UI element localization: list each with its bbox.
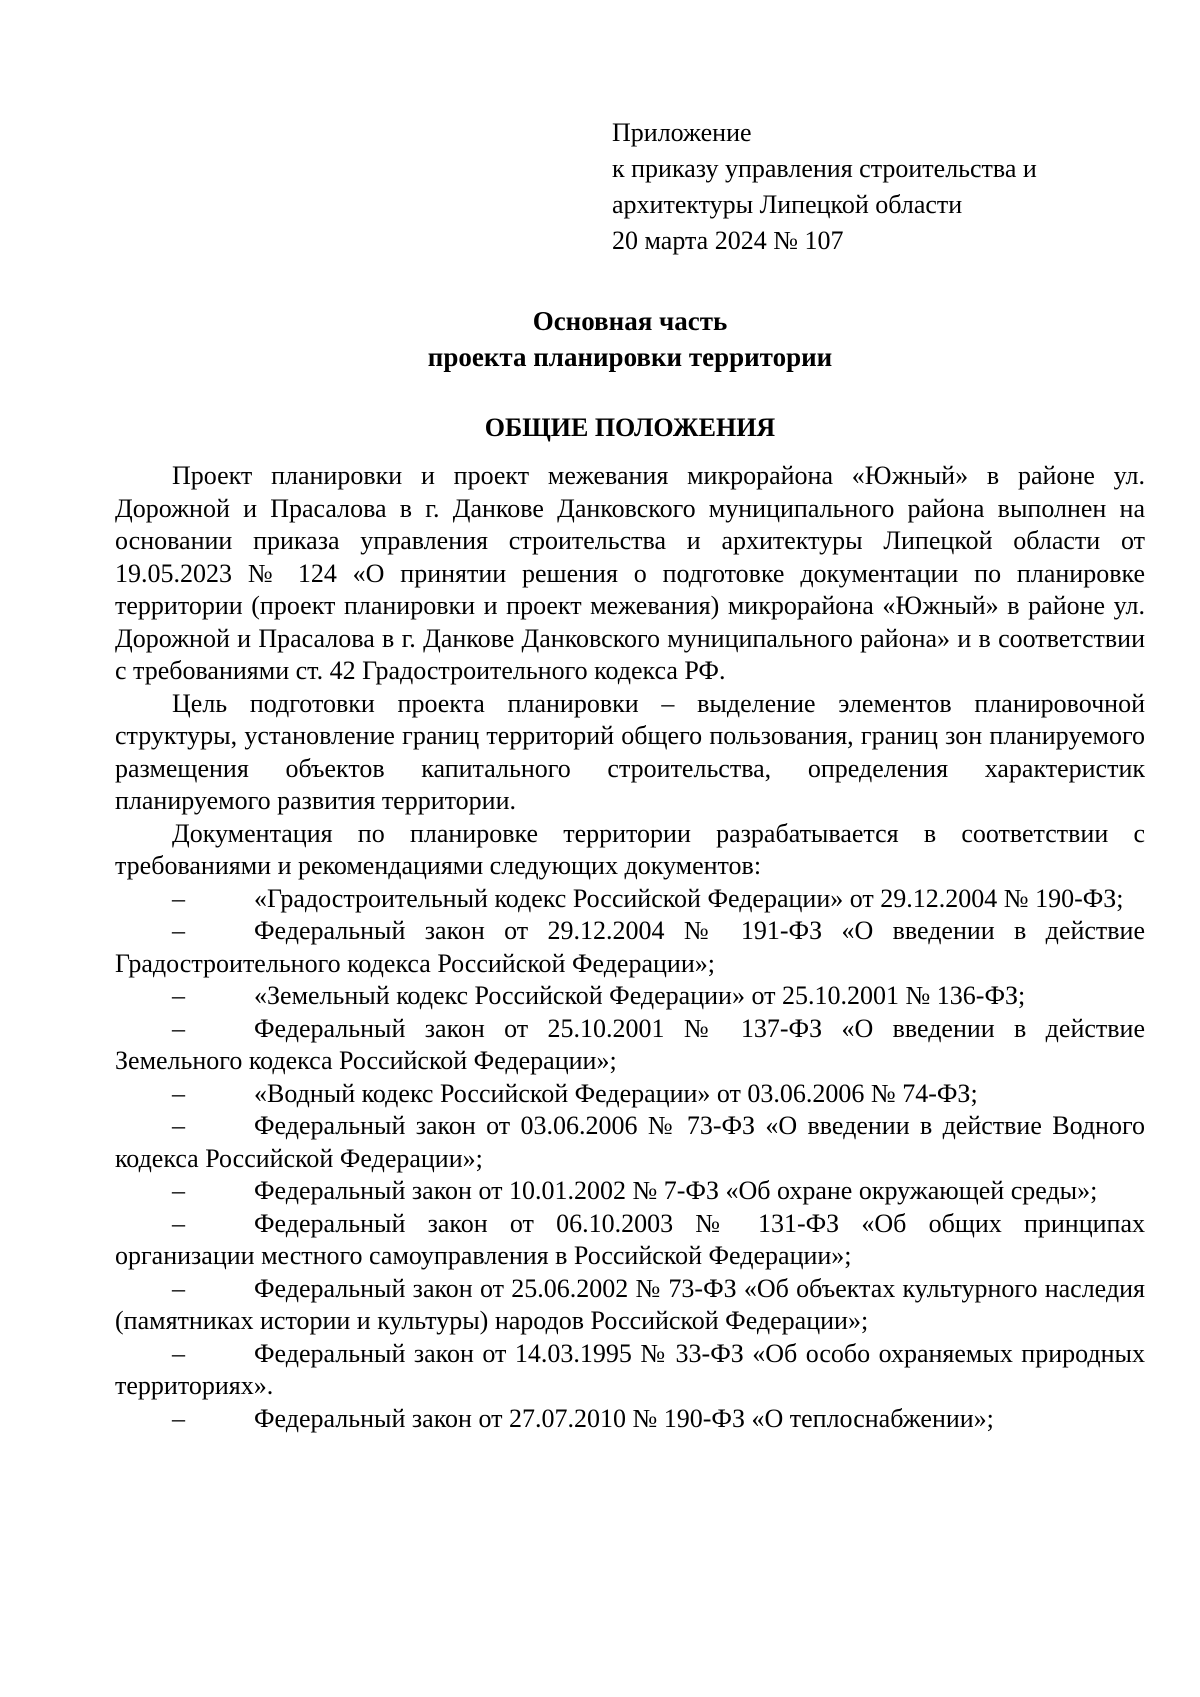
list-item-text: «Земельный кодекс Российской Федерации» от 25.10.2001 № 136-ФЗ; (254, 981, 1026, 1010)
list-item-text: Федеральный закон от 27.07.2010 № 190-ФЗ «О теплоснабжении»; (254, 1403, 994, 1433)
list-dash: – (172, 1338, 185, 1368)
document-body (115, 460, 1145, 1435)
list-item (115, 915, 1145, 980)
list-dash: – (172, 1176, 185, 1205)
list-item-text: Федеральный закон от 10.01.2002 № 7-ФЗ «Об охране окружающей среды»; (254, 1176, 1098, 1205)
paragraph: Проект планировки и проект межевания микрорайона «Южный» в районе ул. Дорожной и Прасалова в г. Данкове Данковского муниципального района выполнен на основании приказа управления строительства и архитектуры Липецкой области от 19.05.2023 № 124 «О принятии решения о подготовке документации по планировке территории (проект планировки и проект межевания) микрорайона «Южный» в районе ул. Дорожной и Прасалова в г. Данкове Данковского муниципального района» и в соответствии с требованиями ст. 42 Градостроительного кодекса РФ. (115, 461, 1145, 685)
list-item-text: Федеральный закон от 03.06.2006 № 73-ФЗ «О введении в действие Водного кодекса Российской Федерации»; (115, 1111, 1145, 1173)
document-title-line-1: Основная часть (532, 306, 728, 336)
appendix-line: 20 марта 2024 № 107 (612, 226, 844, 255)
list-item (115, 1403, 1145, 1436)
list-item (115, 1110, 1145, 1175)
list-item-text: «Водный кодекс Российской Федерации» от 03.06.2006 № 74-ФЗ; (254, 1078, 978, 1108)
paragraph: Цель подготовки проекта планировки – выделение элементов планировочной структуры, установление границ территорий общего пользования, границ зон планируемого размещения объектов капитального строительства, определения характеристик планируемого развития территории. (115, 688, 1145, 815)
list-dash: – (172, 1403, 185, 1433)
paragraph: Документация по планировке территории разрабатывается в соответствии с требованиями и рекомендациями следующих документов: (115, 818, 1145, 880)
list-dash: – (172, 1208, 185, 1238)
appendix-block (612, 115, 1132, 259)
list-dash: – (172, 981, 185, 1010)
appendix-line: архитектуры Липецкой области (612, 190, 963, 219)
list-item-text: «Градостроительный кодекс Российской Федерации» от 29.12.2004 № 190-ФЗ; (254, 883, 1124, 913)
document-title-line-2: проекта планировки территории (427, 342, 833, 372)
list-item-text: Федеральный закон от 25.06.2002 № 73-ФЗ «Об объектах культурного наследия (памятниках истории и культуры) народов Российской Федерации»; (115, 1273, 1145, 1335)
list-item-text: Федеральный закон от 29.12.2004 № 191-ФЗ «О введении в действие Градостроительного кодекса Российской Федерации»; (115, 916, 1145, 978)
appendix-line: к приказу управления строительства и (612, 154, 1037, 183)
list-item (115, 1338, 1145, 1403)
documents-list (115, 883, 1145, 1436)
list-item (115, 1273, 1145, 1338)
list-dash: – (172, 1273, 185, 1303)
list-item (115, 883, 1145, 916)
list-item-text: Федеральный закон от 14.03.1995 № 33-ФЗ «Об особо охраняемых природных территориях». (115, 1338, 1145, 1400)
list-item (115, 1078, 1145, 1111)
list-dash: – (172, 1013, 185, 1043)
list-item-text: Федеральный закон от 25.10.2001 № 137-ФЗ «О введении в действие Земельного кодекса Российской Федерации»; (115, 1013, 1145, 1075)
list-dash: – (172, 883, 185, 913)
appendix-line: Приложение (612, 118, 752, 147)
list-item-text: Федеральный закон от 06.10.2003 № 131-ФЗ «Об общих принципах организации местного самоуправления в Российской Федерации»; (115, 1208, 1145, 1270)
list-item (115, 1013, 1145, 1078)
list-item (115, 980, 1145, 1013)
list-dash: – (172, 1111, 185, 1140)
list-item (115, 1208, 1145, 1273)
list-item (115, 1175, 1145, 1208)
section-heading: ОБЩИЕ ПОЛОЖЕНИЯ (484, 413, 776, 442)
list-dash: – (172, 1078, 185, 1108)
list-dash: – (172, 916, 185, 945)
